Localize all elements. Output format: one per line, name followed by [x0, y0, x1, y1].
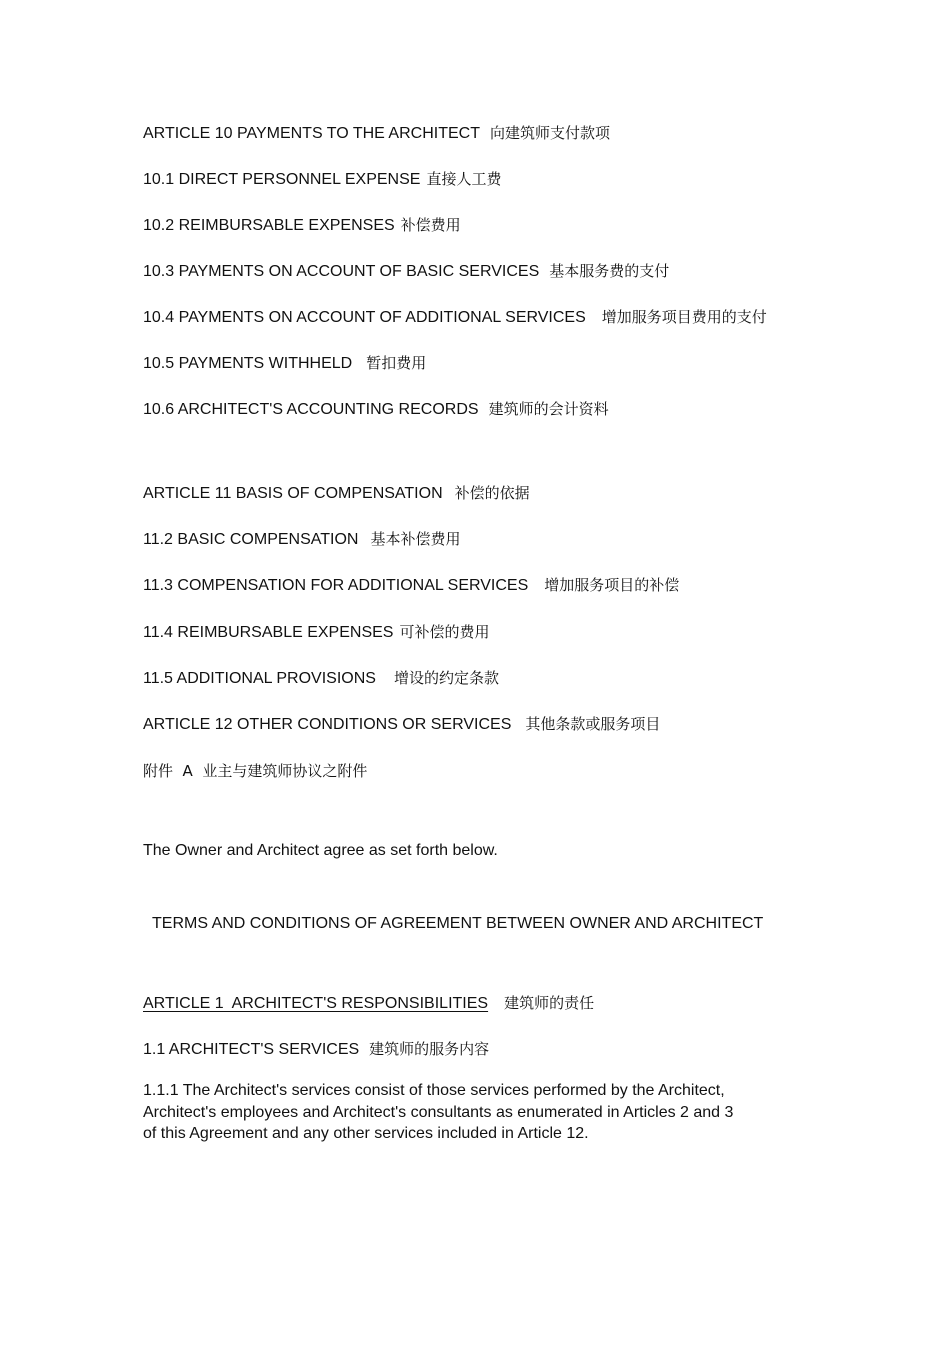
paragraph-line: 1.1.1 The Architect's services consist of those services performed by the Architect,: [143, 1082, 725, 1099]
toc-item-en: 10.6 ARCHITECT'S ACCOUNTING RECORDS: [143, 401, 479, 418]
toc-article-11: [143, 483, 530, 504]
toc-heading-en: ARTICLE 11 BASIS OF COMPENSATION: [143, 485, 443, 502]
toc-article-12: [143, 714, 660, 735]
paragraph-line: Architect's employees and Architect's consultants as enumerated in Articles 2 and 3: [143, 1103, 734, 1121]
toc-item-10-2: [143, 215, 461, 236]
toc-item-10-6: [143, 399, 609, 420]
toc-item-zh: 直接人工费: [426, 170, 502, 188]
toc-item-en: 10.5 PAYMENTS WITHHELD: [143, 355, 353, 372]
toc-heading-zh: 其他条款或服务项目: [525, 715, 661, 733]
toc-item-zh: 可补偿的费用: [399, 623, 490, 641]
paragraph-line: of this Agreement and any other services included in Article 12.: [143, 1125, 589, 1142]
toc-item-11-5: [143, 668, 499, 689]
toc-item-en: 10.4 PAYMENTS ON ACCOUNT OF ADDITIONAL SERVICES: [143, 309, 586, 326]
toc-item-zh: 建筑师的会计资料: [488, 400, 609, 418]
section-title-en: 1.1 ARCHITECT'S SERVICES: [143, 1041, 360, 1058]
annex-line: 附件 A 业主与建筑师协议之附件: [143, 762, 368, 780]
toc-item-10-1: [143, 169, 501, 190]
section-title-zh: 建筑师的服务内容: [369, 1040, 490, 1058]
toc-item-zh: 补偿费用: [400, 216, 461, 234]
toc-item-en: 10.1 DIRECT PERSONNEL EXPENSE: [143, 171, 421, 188]
paragraph-1-1-1: [143, 1080, 753, 1145]
toc-item-zh: 暂扣费用: [366, 354, 427, 372]
toc-item-zh: 基本服务费的支付: [549, 262, 670, 280]
toc-item-en: 11.2 BASIC COMPENSATION: [143, 531, 359, 548]
toc-item-11-3: [143, 575, 679, 596]
toc-item-11-2: [143, 529, 460, 550]
article-1-heading: [143, 993, 594, 1014]
toc-item-11-4: [143, 622, 489, 643]
terms-title: TERMS AND CONDITIONS OF AGREEMENT BETWEEN OWNER AND ARCHITECT: [152, 915, 764, 932]
toc-item-en: 11.4 REIMBURSABLE EXPENSES: [143, 624, 394, 641]
toc-item-en: 11.3 COMPENSATION FOR ADDITIONAL SERVICES: [143, 577, 529, 594]
toc-item-zh: 增加服务项目费用的支付: [601, 308, 767, 326]
agree-text: The Owner and Architect agree as set forth below.: [143, 842, 498, 859]
toc-heading-en: ARTICLE 10 PAYMENTS TO THE ARCHITECT: [143, 125, 480, 142]
toc-item-zh: 增设的约定条款: [393, 669, 499, 687]
toc-item-zh: 增加服务项目的补偿: [544, 576, 680, 594]
toc-heading-en: ARTICLE 12 OTHER CONDITIONS OR SERVICES: [143, 716, 512, 733]
toc-item-10-4: [143, 307, 767, 328]
toc-item-en: 10.3 PAYMENTS ON ACCOUNT OF BASIC SERVICES: [143, 263, 540, 280]
article-1-title-en: ARTICLE 1 ARCHITECT'S RESPONSIBILITIES: [143, 995, 489, 1012]
toc-item-en: 10.2 REIMBURSABLE EXPENSES: [143, 217, 395, 234]
toc-item-en: 11.5 ADDITIONAL PROVISIONS: [143, 670, 376, 687]
toc-item-10-3: [143, 261, 669, 282]
toc-heading-zh: 向建筑师支付款项: [489, 124, 610, 142]
toc-item-zh: 基本补偿费用: [370, 530, 461, 548]
article-1-title-zh: 建筑师的责任: [504, 994, 595, 1012]
toc-item-10-5: [143, 353, 426, 374]
toc-heading-zh: 补偿的依据: [454, 484, 530, 502]
toc-article-10: [143, 123, 610, 144]
section-1-1-heading: [143, 1039, 489, 1060]
